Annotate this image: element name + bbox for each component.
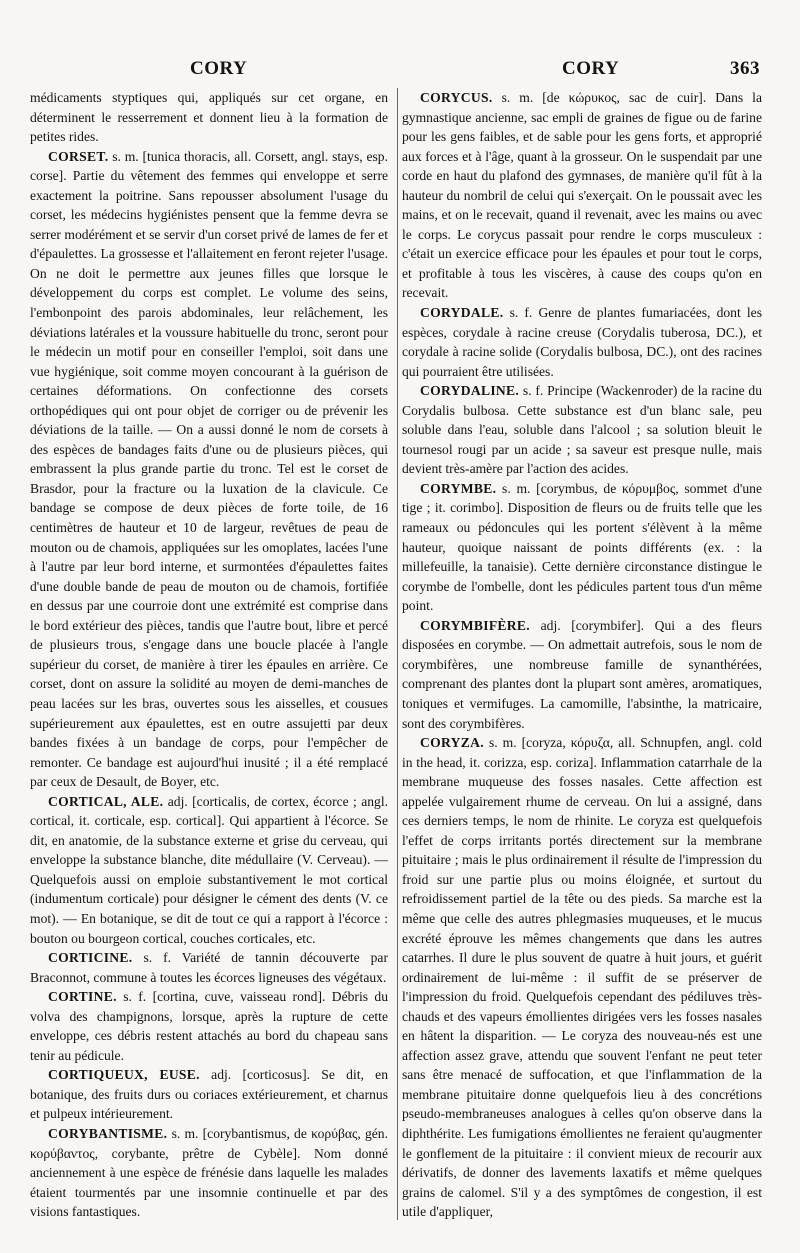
entry-corydaline bbox=[402, 381, 762, 479]
page-number: 363 bbox=[730, 58, 760, 79]
entry-text: s. f. Principe (Wackenroder) de la racine du Corydalis bulbosa. Cette substance est d'un blanc sale, peu soluble dans l'eau, soluble dans l'alcool ; sa solution bleuit le tournesol rougi par un acide ; sa saveur est presque nulle, mais devient très-amère par l'action des acides. bbox=[402, 383, 762, 477]
entry-text: adj. [corymbifer]. Qui a des fleurs disposées en corymbe. — On admettait autrefois, sous le nom de corymbifères, une nombreuse famille de synanthérées, comprenant des plantes dont la plupart sont amères, aromatiques, toniques et vermifuges. La camomille, l'absinthe, la matricaire, sont des corymbifères. bbox=[402, 617, 762, 731]
entry-corticine bbox=[30, 948, 388, 987]
entry-text: médicaments styptiques qui, appliqués sur cet organe, en déterminent le resserrement et donnent lieu à la formation de petites rides. bbox=[30, 90, 388, 145]
right-column bbox=[402, 88, 762, 1222]
entry-continuation bbox=[30, 88, 388, 147]
entry-headword: CORTIQUEUX, EUSE. bbox=[48, 1067, 200, 1083]
entry-headword: CORSET. bbox=[48, 148, 109, 164]
entry-cortine bbox=[30, 987, 388, 1065]
entry-text: adj. [corticosus]. Se dit, en botanique, des fruits durs ou coriaces extérieurement, et charnus et pulpeux intérieurement. bbox=[30, 1067, 389, 1122]
entry-headword: CORYCUS. bbox=[420, 90, 493, 105]
entry-corset bbox=[30, 147, 388, 792]
entry-corymbifere bbox=[402, 616, 762, 733]
entry-text: adj. [corticalis, de cortex, écorce ; angl. cortical, it. corticale, esp. cortical]. Qui appartient à l'écorce. Se dit, en anatomie, de la substance externe et grise du cerveau, qui enveloppe la substance blanche, dite médullaire (V. Cerveau). — Quelquefois aussi on emploie substantivement le mot cortical (indumentum corticale) pour désigner le cément des dents (V. ce mot). — En botanique, se dit de tout ce qui a rapport à l'écorce : bouton ou bourgeon cortical, couches corticales, etc. bbox=[30, 793, 389, 946]
entry-coryza bbox=[402, 733, 762, 1222]
entry-cortiqueux bbox=[30, 1065, 388, 1124]
entry-text: s. m. [corymbus, de κόρυμβος, sommet d'une tige ; it. corimbo]. Disposition de fleurs ou de fruits telle que les rameaux ou pédoncules qui les portent s'élèvent à la même hauteur, quoique naissant de points différents (ex. : la millefeuille, la tanaisie). Cette dernière circonstance distingue le corymbe de l'ombelle, dont les pédicules partent tous d'un même point. bbox=[402, 480, 762, 614]
running-head-center: CORY bbox=[562, 58, 620, 79]
entry-text: s. f. Genre de plantes fumariacées, dont les espèces, corydale à racine creuse (Corydalis tuberosa, DC.), et corydale à racine solide (Corydalis bulbosa, DC.), ont des racines qui pourraient être utilisées. bbox=[402, 305, 762, 379]
entry-headword: CORTICINE. bbox=[48, 950, 133, 966]
entry-text: s. m. [coryza, κόρυζα, all. Schnupfen, angl. cold in the head, it. corizza, esp. coriza]. Inflammation catarrhale de la membrane muqueuse des fosses nasales. Cette affection est appelée vulgairement rhume de cerveau. On lui a assigné, dans ces derniers temps, le nom de rhinite. Le coryza est quelquefois l'effet de corps irritants portés directement sur la membrane pituitaire ; mais le plus ordinairement il résulte de l'impression du froid sur une partie plus ou moins éloignée, et surtout du refroidissement partiel de la tête ou des pieds. Sa marche est la même que celle des autres phlegmasies muqueuses, et le mucus excrété éprouve les mêmes changements que dans les autres catarrhes. Il dure le plus souvent de quatre à huit jours, et guérit ordinairement de lui-même : il suffit de se préserver de l'impression du froid. Quelquefois cependant des pédiluves très-chauds et des vapeurs émollientes dirigées vers les fosses nasales en hâtent la disparition. — Le coryza des nouveau-nés est une affection assez grave, attendu que souvent l'enfant ne peut teter sans être menacé de suffocation, et que l'inflammation de la membrane pituitaire donne quelquefois lieu à des concrétions pseudo-membraneuses analogues à celles qu'on observe dans la diphthérite. Les fumigations émollientes ne feraient qu'augmenter le gonflement de la pituitaire : il convient mieux de recourir aux dérivatifs, de donner des lavements laxatifs et même quelques grains de calomel. S'il y a des symptômes de congestion, il est utile d'appliquer, bbox=[402, 735, 762, 1220]
entry-headword: CORYBANTISME. bbox=[48, 1125, 168, 1141]
entry-text: s. m. [de κώρυκος, sac de cuir]. Dans la gymnastique ancienne, sac empli de graines de figue ou de farine pour les gens faibles, et de sable pour les gens forts, et approprié aux forces et à l'âge, quant à la grosseur. On le suspendait par une corde en haut du plafond des gymnases, de manière qu'il fût à la hauteur du nombril de celui qui s'exerçait. On le poussait avec les mains, et on le recevait, quand il revenait, avec les mains ou avec le corps. Le corycus passait pour rendre le corps musculeux : c'était un exercice efficace pour les épaules et pour tout le corps, et profitable à tous les viscères, à cause des coups qu'on en recevait. bbox=[402, 90, 762, 301]
entry-headword: CORYDALE. bbox=[420, 305, 504, 321]
entry-cortical bbox=[30, 792, 388, 948]
entry-headword: CORTICAL, ALE. bbox=[48, 793, 164, 809]
entry-headword: CORYMBE. bbox=[420, 480, 497, 496]
entry-text: s. f. [cortina, cuve, vaisseau rond]. Débris du volva des champignons, lorsque, après la rupture de cette enveloppe, ces débris restent attachés au bord du chapeau sans tenir au pédicule. bbox=[30, 989, 389, 1063]
entry-headword: CORYDALINE. bbox=[420, 383, 520, 399]
running-head bbox=[28, 58, 760, 84]
entry-text: s. f. Variété de tannin découverte par Braconnot, commune à toutes les écorces ligneuses des végétaux. bbox=[30, 950, 388, 985]
entry-headword: CORYMBIFÈRE. bbox=[420, 617, 530, 633]
entry-corydale bbox=[402, 303, 762, 381]
left-column bbox=[30, 88, 388, 1222]
entry-text: s. m. [corybantismus, de κορύβας, gén. κορύβαντος, corybante, prêtre de Cybèle]. Nom donné anciennement à une espèce de frénésie dans laquelle les malades étaient tourmentés par une insomnie continuelle et par des visions fantastiques. bbox=[30, 1125, 388, 1220]
running-head-left: CORY bbox=[190, 58, 248, 79]
entry-headword: CORYZA. bbox=[420, 735, 484, 751]
entry-corybantisme bbox=[30, 1124, 388, 1222]
column-divider bbox=[397, 88, 398, 1220]
entry-corymbe bbox=[402, 479, 762, 616]
entry-text: s. m. [tunica thoracis, all. Corsett, angl. stays, esp. corse]. Partie du vêtement des femmes qui enveloppe et serre exactement la poitrine. Sans repousser absolument l'usage du corset, les médecins hygiénistes pensent que la femme devra se serrer modérément et se servir d'un corset privé de lames de fer et d'épaulettes. La grossesse et l'allaitement en feront rejeter l'usage. On ne doit le permettre aux jeunes filles que lorsque le développement du corps est complet. Le volume des seins, l'embonpoint des parois abdominales, leur relâchement, les déviations latérales et la voussure habituelle du tronc, seront pour le médecin un motif pour en conseiller l'emploi, soit dans une vue hygiénique, soit comme moyen concourant à la guérison de certaines déformations. On confectionne des corsets orthopédiques qui ont pour objet de corriger ou de prévenir les déviations de la taille. — On a aussi donné le nom de corsets à des espèces de bandages faits d'une ou de plusieurs pièces, qui embrassent la plus grande partie du tronc. Tel est le corset de Brasdor, pour la fracture ou la luxation de la clavicule. Ce bandage se compose de deux pièces de forte toile, de 16 centimètres de hauteur et 10 de largeur, revêtues de peau de mouton ou de chamois, appliquées sur les omoplates, lacées l'une à l'autre par leur bord interne, et surmontées d'épaulettes faites d'une double bande de peau de mouton ou de chamois, fortifiée en dessus par une courroie dont une extrémité est comprise dans le bord extérieur des pièces, tandis que l'autre bout, libre et percé de plusieurs trous, s'engage dans une boucle placée à l'angle supérieur du corset, de manière à tirer les épaules en arrière. Ce corset, dont on assure la solidité au moyen de demi-manches de peau lacées sur les bras, ouvertes sous les aisselles, et cousues supérieurement aux épaulettes, est en outre assujetti par deux bandes fixées à un bandage de corps, pour l'empêcher de remonter. Ce bandage est aujourd'hui inusité ; il a été remplacé par ceux de Desault, de Boyer, etc. bbox=[30, 148, 388, 790]
entry-headword: CORTINE. bbox=[48, 989, 117, 1005]
entry-corycus bbox=[402, 88, 762, 303]
